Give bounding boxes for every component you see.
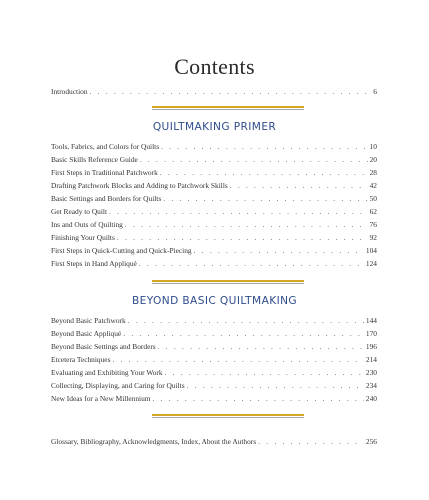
toc-entry[interactable] bbox=[51, 219, 377, 230]
toc-entry-page: 6 bbox=[373, 87, 377, 96]
toc-entry-page: 230 bbox=[365, 368, 377, 377]
toc-entry[interactable] bbox=[51, 141, 377, 152]
toc-entry-label: Beyond Basic Patchwork bbox=[51, 316, 126, 325]
toc-entry[interactable] bbox=[51, 193, 377, 204]
toc-entry[interactable] bbox=[51, 180, 377, 191]
toc-entry-page: 92 bbox=[369, 233, 377, 242]
toc-entry-label: Beyond Basic Appliqué bbox=[51, 329, 122, 338]
toc-entry-label: Etcetera Techniques bbox=[51, 355, 111, 364]
toc-entry-label: Basic Skills Reference Guide bbox=[51, 155, 138, 164]
toc-entry-label: Glossary, Bibliography, Acknowledgments, Index, About the Authors bbox=[51, 437, 257, 446]
toc-entry-page: 256 bbox=[365, 437, 377, 446]
dot-leader bbox=[194, 245, 364, 256]
dot-leader bbox=[158, 341, 364, 352]
dot-leader bbox=[140, 154, 368, 165]
toc-entry-label: Drafting Patchwork Blocks and Adding to Patchwork Skills bbox=[51, 181, 228, 190]
toc-entry-page: 214 bbox=[365, 355, 377, 364]
toc-entry-introduction[interactable] bbox=[51, 86, 377, 97]
toc-entry-label: Tools, Fabrics, and Colors for Quilts bbox=[51, 142, 160, 151]
dot-leader bbox=[109, 206, 368, 217]
toc-entry-page: 124 bbox=[365, 259, 377, 268]
toc-entry-label: First Steps in Hand Appliqué bbox=[51, 259, 137, 268]
dot-leader bbox=[230, 180, 368, 191]
toc-entry[interactable] bbox=[51, 380, 377, 391]
divider-rule bbox=[152, 414, 304, 418]
toc-entry-label: First Steps in Traditional Patchwork bbox=[51, 168, 158, 177]
dot-leader bbox=[258, 436, 364, 447]
toc-entry-page: 10 bbox=[369, 142, 377, 151]
toc-entry-label: Introduction bbox=[51, 87, 88, 96]
dot-leader bbox=[112, 354, 363, 365]
toc-entry-page: 76 bbox=[369, 220, 377, 229]
toc-entry-page: 170 bbox=[365, 329, 377, 338]
dot-leader bbox=[117, 232, 368, 243]
divider-rule bbox=[152, 106, 304, 110]
toc-entry[interactable] bbox=[51, 341, 377, 352]
toc-entry[interactable] bbox=[51, 154, 377, 165]
toc-entry[interactable] bbox=[51, 245, 377, 256]
toc-entry-page: 28 bbox=[369, 168, 377, 177]
toc-entry-back-matter[interactable] bbox=[51, 436, 377, 447]
toc-entry[interactable] bbox=[51, 315, 377, 326]
toc-entry-label: First Steps in Quick-Cutting and Quick-Piecing bbox=[51, 246, 192, 255]
dot-leader bbox=[187, 380, 364, 391]
toc-entry-label: Evaluating and Exhibiting Your Work bbox=[51, 368, 163, 377]
section-heading-primer: QUILTMAKING PRIMER bbox=[152, 121, 277, 133]
toc-entry-label: Beyond Basic Settings and Borders bbox=[51, 342, 156, 351]
toc-entry-label: Get Ready to Quilt bbox=[51, 207, 108, 216]
toc-entry[interactable] bbox=[51, 206, 377, 217]
toc-entry-page: 42 bbox=[369, 181, 377, 190]
toc-entry[interactable] bbox=[51, 367, 377, 378]
toc-entry[interactable] bbox=[51, 328, 377, 339]
dot-leader bbox=[90, 86, 372, 97]
toc-entry-page: 196 bbox=[365, 342, 377, 351]
toc-entry-label: Ins and Outs of Quilting bbox=[51, 220, 123, 229]
dot-leader bbox=[153, 393, 364, 404]
toc-entry[interactable] bbox=[51, 354, 377, 365]
dot-leader bbox=[160, 167, 368, 178]
toc-entry-page: 104 bbox=[365, 246, 377, 255]
toc-entry-page: 62 bbox=[369, 207, 377, 216]
toc-entry[interactable] bbox=[51, 258, 377, 269]
toc-entry-label: New Ideas for a New Millennium bbox=[51, 394, 151, 403]
dot-leader bbox=[128, 315, 364, 326]
divider-rule bbox=[152, 280, 304, 284]
page-title: Contents bbox=[174, 54, 255, 79]
toc-entry-page: 20 bbox=[369, 155, 377, 164]
toc-entry-label: Finishing Your Quilts bbox=[51, 233, 115, 242]
toc-entry-page: 234 bbox=[365, 381, 377, 390]
toc-entry[interactable] bbox=[51, 232, 377, 243]
toc-entry-page: 144 bbox=[365, 316, 377, 325]
toc-entry-label: Basic Settings and Borders for Quilts bbox=[51, 194, 162, 203]
dot-leader bbox=[125, 219, 368, 230]
toc-entry[interactable] bbox=[51, 167, 377, 178]
dot-leader bbox=[123, 328, 364, 339]
toc-entry-label: Collecting, Displaying, and Caring for Quilts bbox=[51, 381, 185, 390]
dot-leader bbox=[161, 141, 368, 152]
dot-leader bbox=[139, 258, 364, 269]
toc-entry[interactable] bbox=[51, 393, 377, 404]
dot-leader bbox=[163, 193, 367, 204]
toc-entry-page: 50 bbox=[369, 194, 377, 203]
dot-leader bbox=[165, 367, 364, 378]
toc-entry-page: 240 bbox=[365, 394, 377, 403]
section-heading-beyond: BEYOND BASIC QUILTMAKING bbox=[131, 295, 298, 307]
